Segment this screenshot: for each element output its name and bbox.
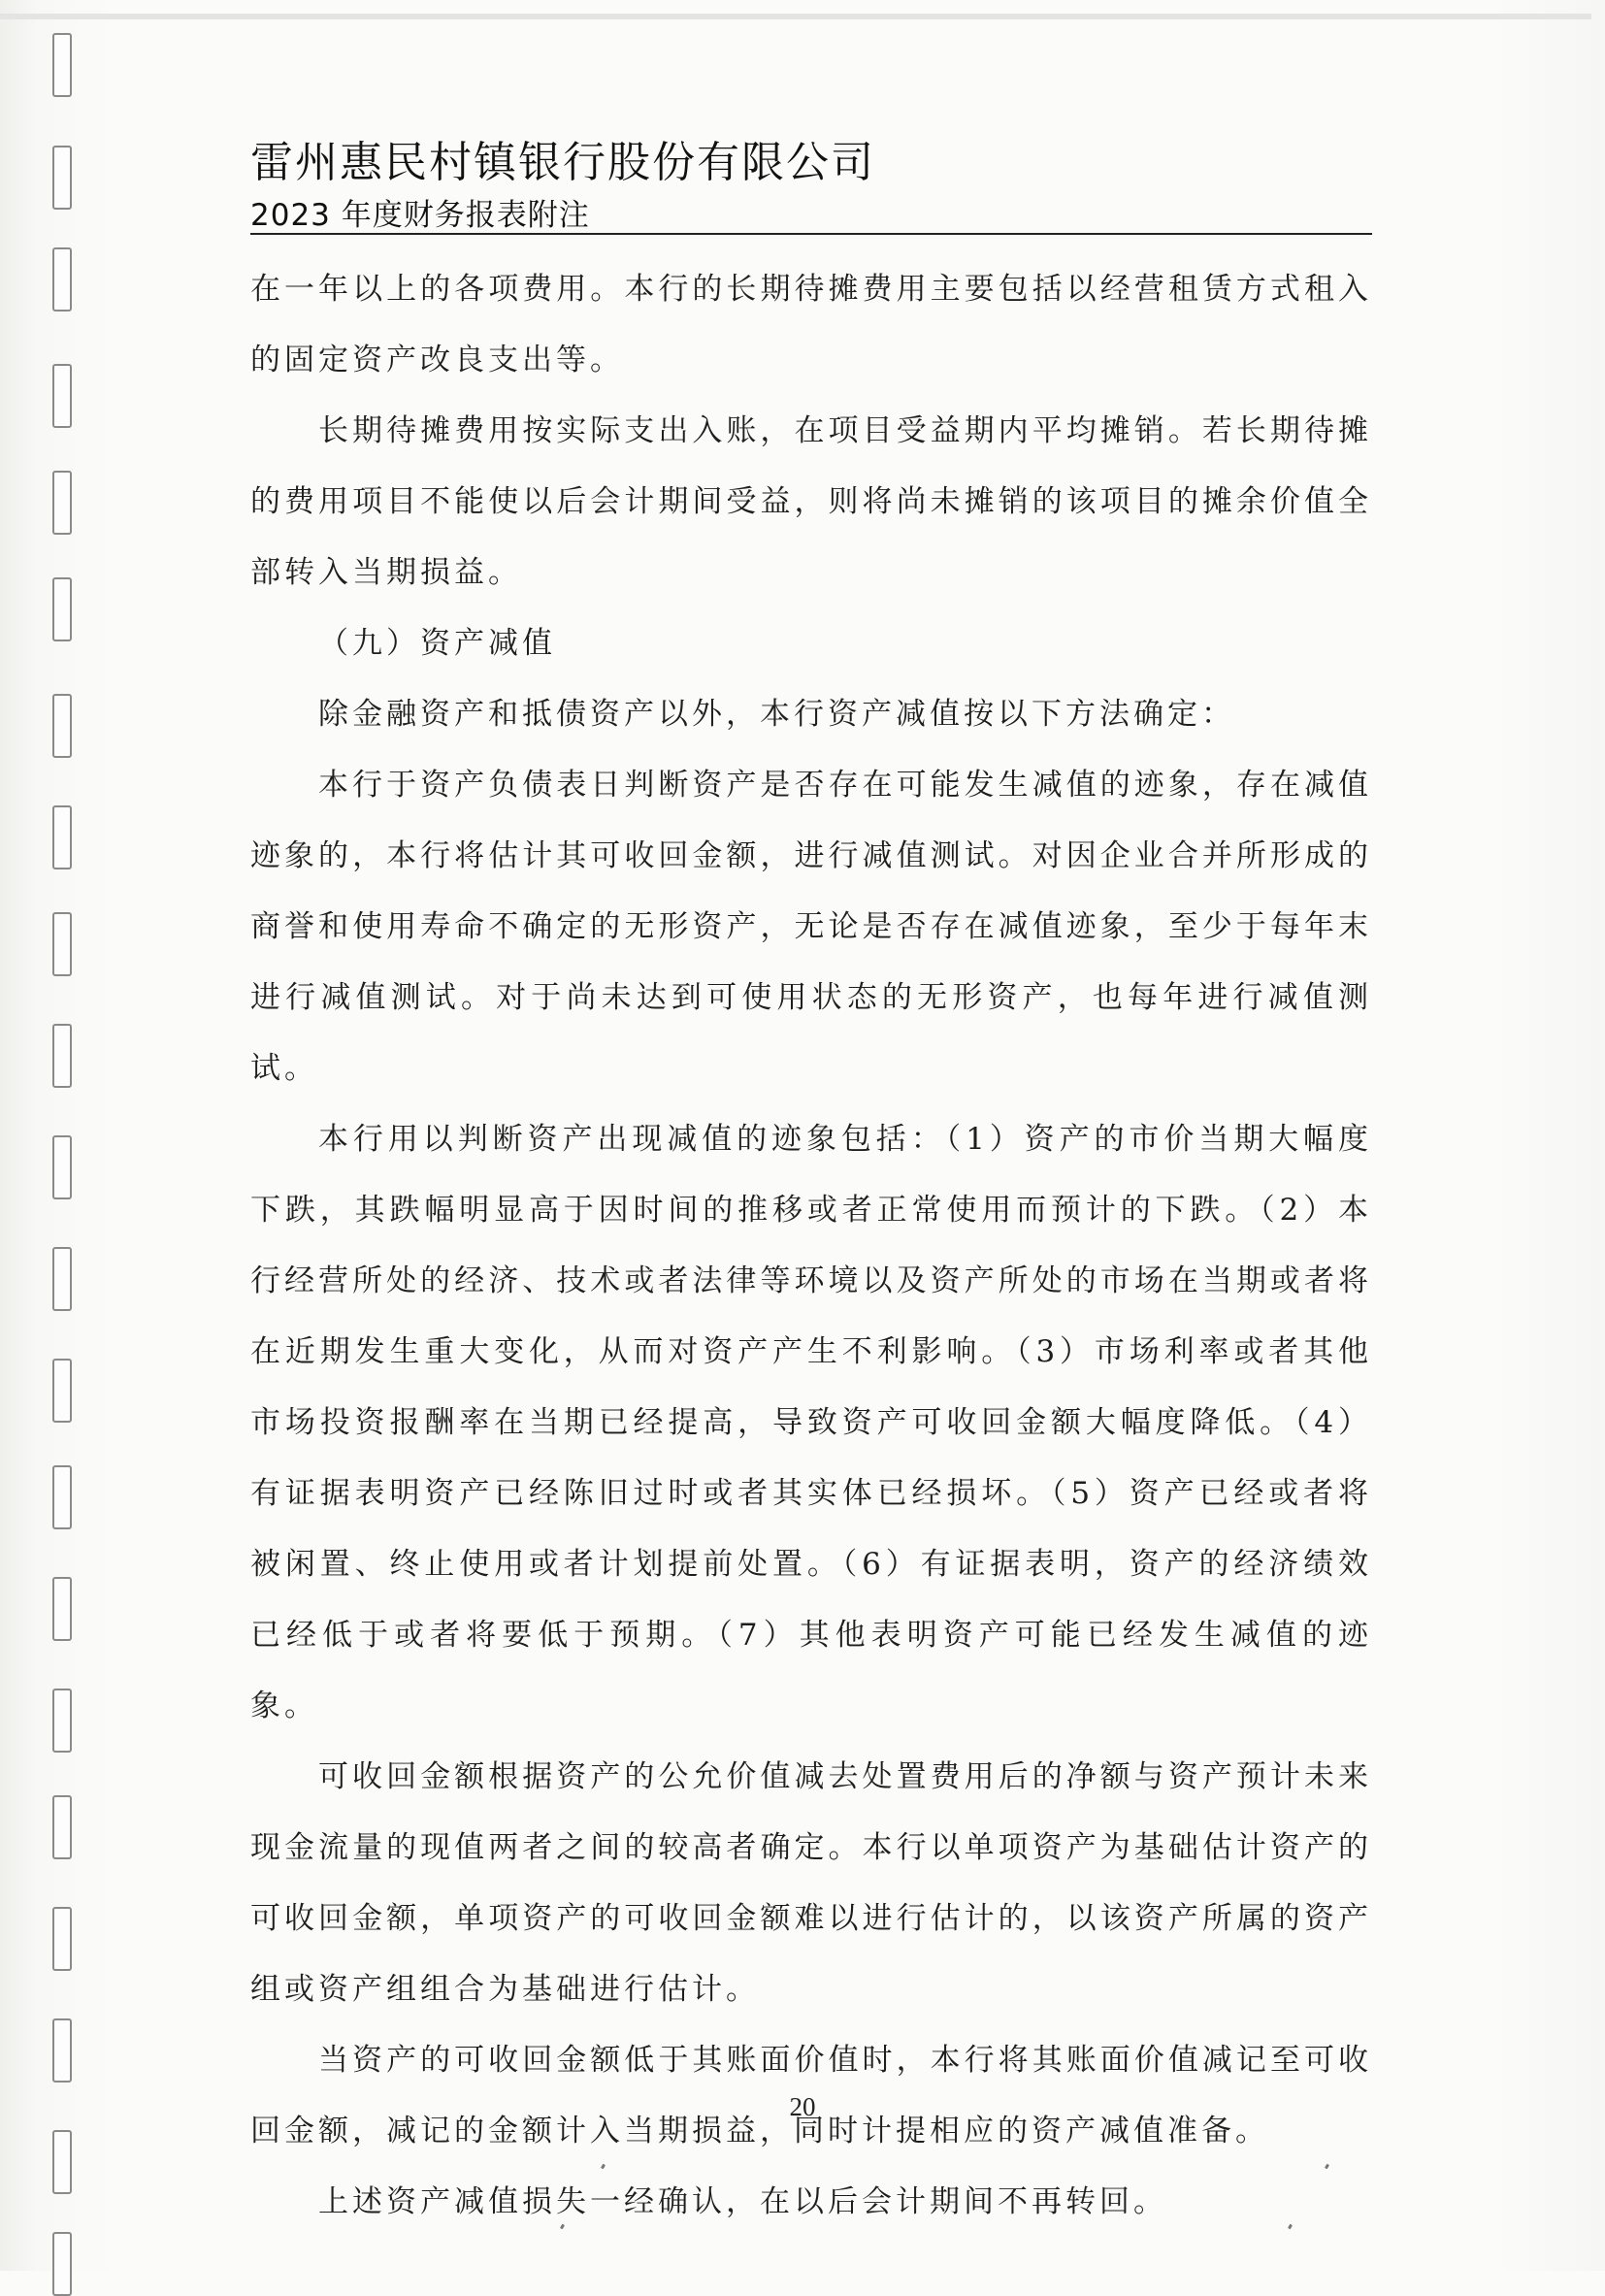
paragraph: 除金融资产和抵债资产以外，本行资产减值按以下方法确定： <box>318 697 1235 732</box>
binding-hole <box>52 694 72 758</box>
paragraph: 本行用以判断资产出现减值的迹象包括：（1）资产的市价当期大幅度下跌，其跌幅明显高于因时间的推移或者正常使用而预计的下跌。（2）本行经营所处的经济、技术或者法律等环境以及资产所处的市场在当期或者将在近期发生重大变化，从而对资产产生不利影响。（3）市场利率或者其他市场投资报酬率在当期已经提高，导致资产可收回金额大幅度降低。（4）有证据表明资产已经陈旧过时或者其实体已经损坏。（5）资产已经或者将被闲置、终止使用或者计划提前处置。（6）有证据表明，资产的经济绩效已经低于或者将要低于预期。（7）其他表明资产可能已经发生减值的迹象。 <box>250 1122 1372 1723</box>
section-heading: （九）资产减值 <box>318 626 556 661</box>
binding-hole <box>52 805 72 869</box>
binding-hole <box>52 2018 72 2083</box>
binding-hole <box>52 912 72 976</box>
binding-hole <box>52 146 72 210</box>
binding-hole <box>52 247 72 312</box>
paragraph: 本行于资产负债表日判断资产是否存在可能发生减值的迹象，存在减值迹象的，本行将估计其可收回金额，进行减值测试。对因企业合并所形成的商誉和使用寿命不确定的无形资产，无论是否存在减值迹象，至少于每年末进行减值测试。对于尚未达到可使用状态的无形资产，也每年进行减值测试。 <box>250 768 1372 1086</box>
paragraph: 长期待摊费用按实际支出入账，在项目受益期内平均摊销。若长期待摊的费用项目不能使以后会计期间受益，则将尚未摊销的该项目的摊余价值全部转入当期损益。 <box>250 413 1372 590</box>
page-number: 20 <box>789 2092 816 2121</box>
report-title: 2023 年度财务报表附注 <box>250 198 590 233</box>
binding-hole <box>52 1465 72 1529</box>
company-name: 雷州惠民村镇银行股份有限公司 <box>250 138 875 187</box>
binding-hole <box>52 1024 72 1088</box>
scan-edge-line <box>0 14 1591 19</box>
binding-hole <box>52 2232 72 2296</box>
binding-hole <box>52 471 72 535</box>
paragraph: 上述资产减值损失一经确认，在以后会计期间不再转回。 <box>318 2184 1167 2219</box>
body-text <box>250 254 1372 2238</box>
paragraph: 当资产的可收回金额低于其账面价值时，本行将其账面价值减记至可收回金额，减记的金额计入当期损益，同时计提相应的资产减值准备。 <box>250 2043 1372 2148</box>
paragraph: 在一年以上的各项费用。本行的长期待摊费用主要包括以经营租赁方式租入的固定资产改良支出等。 <box>250 272 1372 377</box>
header-divider <box>250 233 1372 235</box>
binding-hole <box>52 1907 72 1971</box>
binding-hole <box>52 1135 72 1199</box>
paragraph: 可收回金额根据资产的公允价值减去处置费用后的净额与资产预计未来现金流量的现值两者之间的较高者确定。本行以单项资产为基础估计资产的可收回金额，单项资产的可收回金额难以进行估计的，以该资产所属的资产组或资产组组合为基础进行估计。 <box>250 1759 1372 2007</box>
binding-hole <box>52 1359 72 1423</box>
binding-hole <box>52 1247 72 1311</box>
binding-hole <box>52 2130 72 2194</box>
binding-hole <box>52 33 72 97</box>
binding-hole <box>52 364 72 428</box>
binding-hole <box>52 1795 72 1859</box>
document-header <box>250 136 1372 237</box>
binding-hole <box>52 1689 72 1753</box>
binding-hole <box>52 577 72 641</box>
binding-hole <box>52 1577 72 1641</box>
binding-hole-strip <box>49 0 78 2271</box>
